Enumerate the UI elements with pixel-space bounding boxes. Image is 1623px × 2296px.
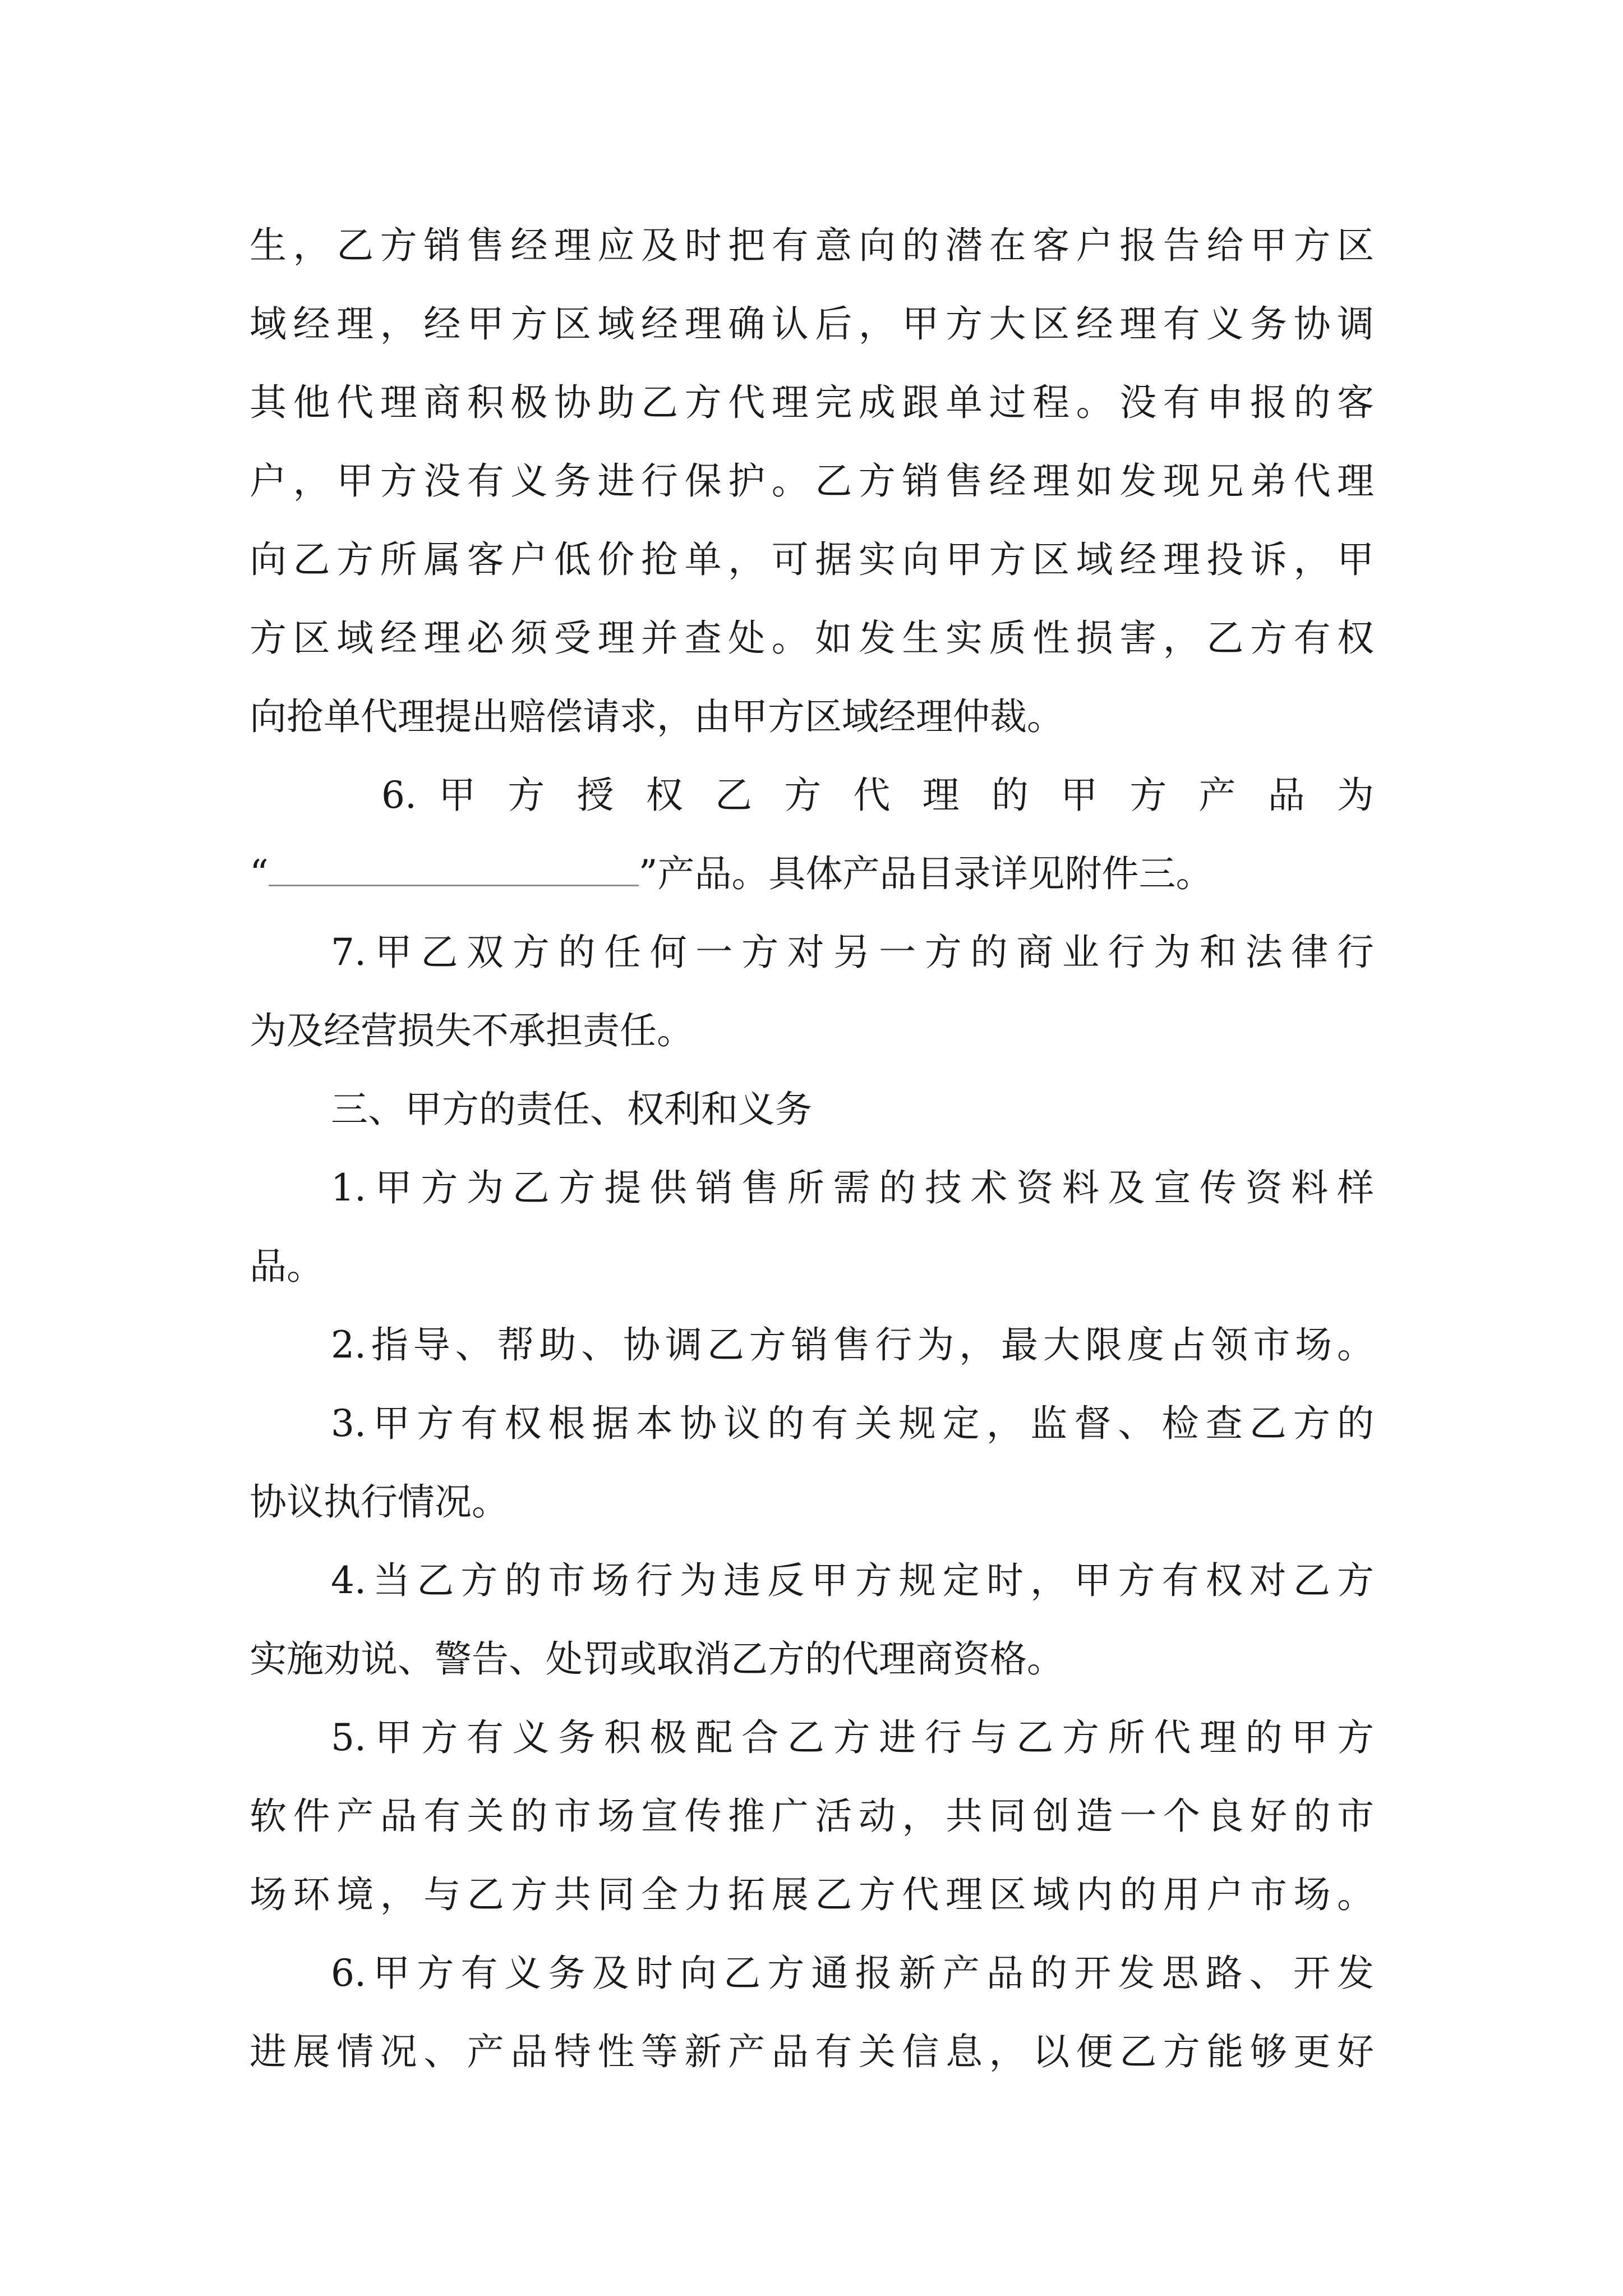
section-heading: 三、甲方的责任、权利和义务 <box>331 1088 812 1131</box>
paragraph-line: 场环境，与乙方共同全力拓展乙方代理区域内的用户市场。 <box>250 1873 1374 1916</box>
paragraph-line: 域经理，经甲方区域经理确认后，甲方大区经理有义务协调 <box>250 302 1374 346</box>
product-name-blank <box>269 851 639 886</box>
paragraph-line: 品。 <box>250 1245 324 1288</box>
clause-4-line: 4.当乙方的市场行为违反甲方规定时，甲方有权对乙方 <box>331 1559 1374 1602</box>
clause-1-line: 1.甲方为乙方提供销售所需的技术资料及宣传资料样 <box>331 1166 1374 1209</box>
clause-5-line: 5.甲方有义务积极配合乙方进行与乙方所代理的甲方 <box>331 1716 1374 1759</box>
paragraph-line: 其他代理商积极协助乙方代理完成跟单过程。没有申报的客 <box>250 381 1374 424</box>
paragraph-line: 为及经营损失不承担责任。 <box>250 1009 694 1052</box>
paragraph-line: 向抢单代理提出赔偿请求，由甲方区域经理仲裁。 <box>250 695 1064 738</box>
paragraph-line: 向乙方所属客户低价抢单，可据实向甲方区域经理投诉，甲 <box>250 538 1374 581</box>
product-blank-line <box>250 835 1374 913</box>
clause-6-line: 6. 甲 方 授 权 乙 方 代 理 的 甲 方 产 品 为 <box>381 774 1374 817</box>
product-line-text: ”产品。具体产品目录详见附件三。 <box>638 852 1213 895</box>
clause-3-line: 3.甲方有权根据本协议的有关规定，监督、检查乙方的 <box>331 1402 1374 1445</box>
paragraph-line: 进展情况、产品特性等新产品有关信息，以便乙方能够更好 <box>250 2030 1374 2073</box>
open-quote: “ <box>250 852 269 895</box>
clause-6-b-line: 6.甲方有义务及时向乙方通报新产品的开发思路、开发 <box>331 1952 1374 1995</box>
paragraph-line: 实施劝说、警告、处罚或取消乙方的代理商资格。 <box>250 1637 1064 1681</box>
paragraph-line: 协议执行情况。 <box>250 1480 509 1524</box>
clause-7-line: 7.甲乙双方的任何一方对另一方的商业行为和法律行 <box>331 931 1374 974</box>
paragraph-line: 生，乙方销售经理应及时把有意向的潜在客户报告给甲方区 <box>250 224 1374 267</box>
paragraph-line: 方区域经理必须受理并查处。如发生实质性损害，乙方有权 <box>250 616 1374 660</box>
paragraph-line: 户，甲方没有义务进行保护。乙方销售经理如发现兄弟代理 <box>250 459 1374 503</box>
clause-2-line: 2.指导、帮助、协调乙方销售行为，最大限度占领市场。 <box>331 1323 1374 1366</box>
paragraph-line: 软件产品有关的市场宣传推广活动，共同创造一个良好的市 <box>250 1795 1374 1838</box>
